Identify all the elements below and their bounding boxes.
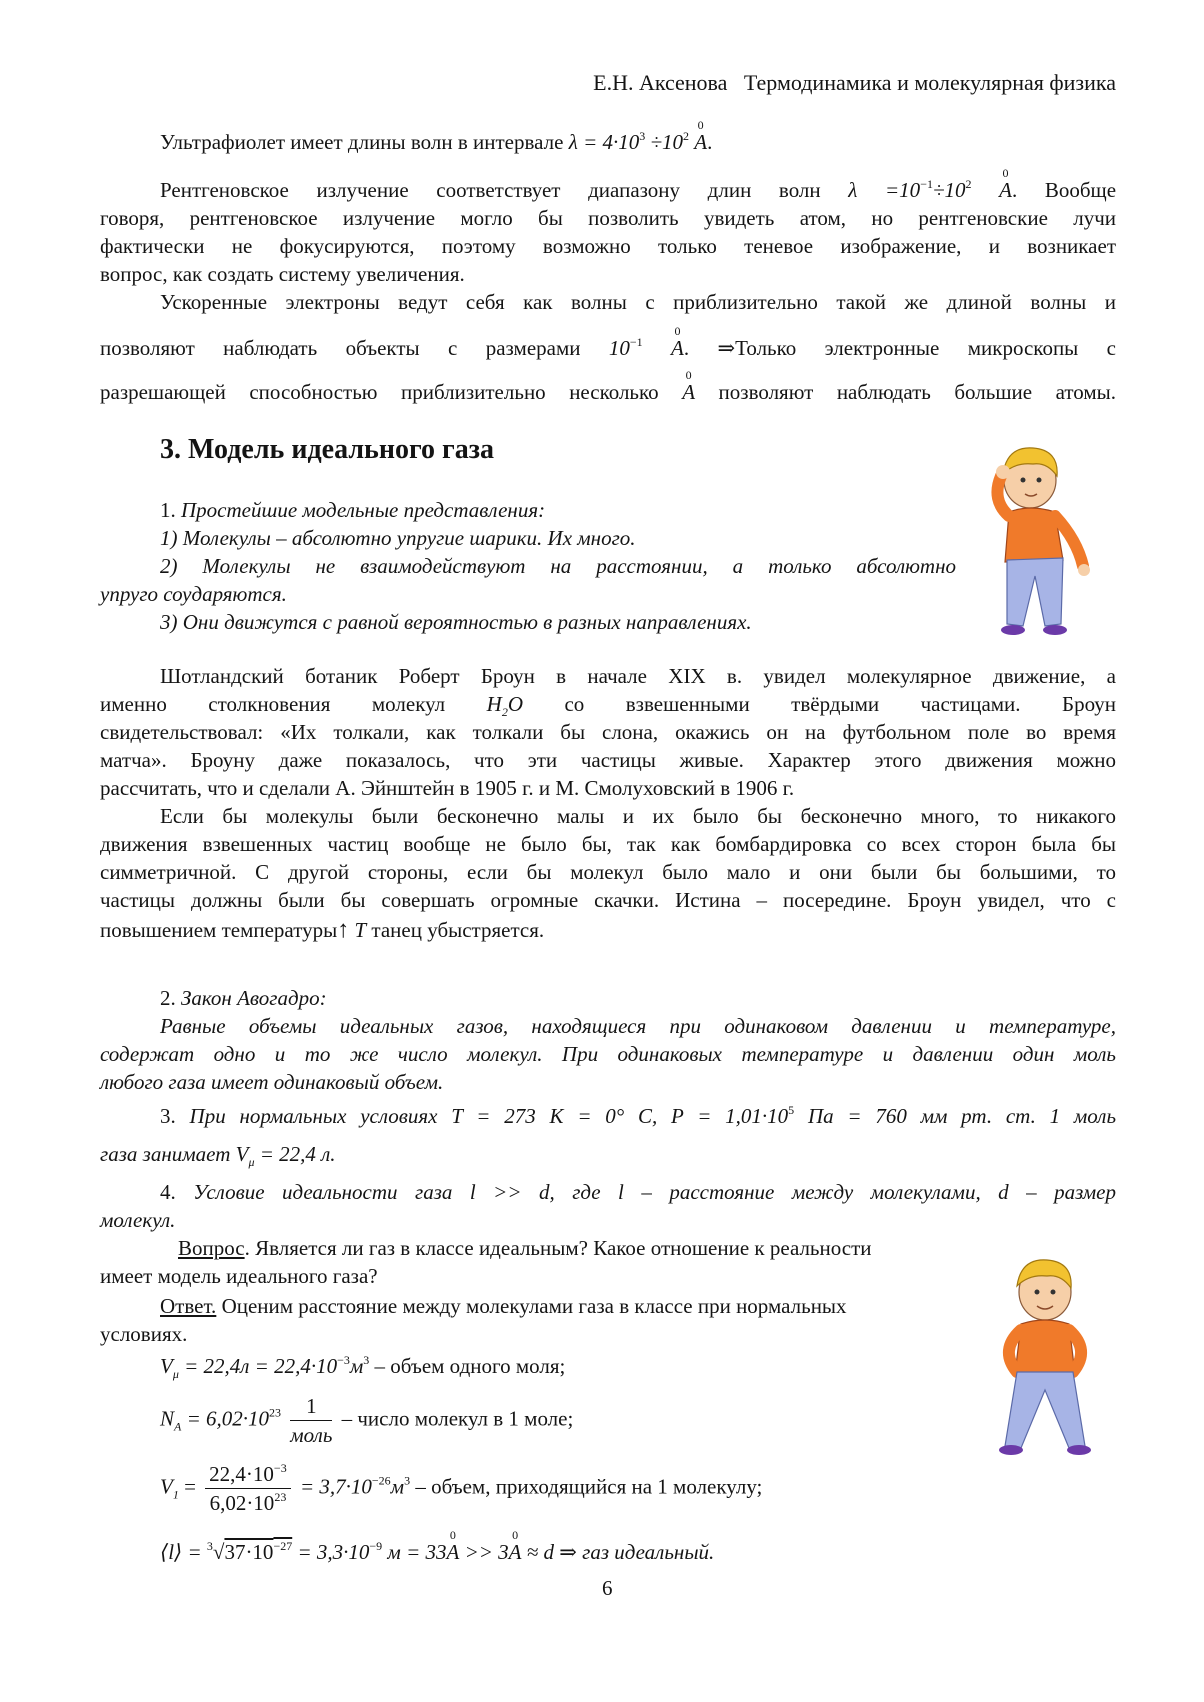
brown-line-1: Шотландский ботаник Роберт Броун в начале XIX в. увидел молекулярное движение, а [160,664,1116,688]
brown-line-2: именно столкновения молекул $H_2O$ со взвешенными твёрдыми частицами. Броун [100,692,1117,719]
avogadro-line-2: содержат одно и то же число молекул. При одинаковых температуре и давлении один моль [100,1042,1116,1066]
formula-avogadro-number: $N_A = 6,02\cdot 10^{23}$ $\frac{1}{\text{моль}}$ – число молекул в 1 моле; [160,1394,574,1447]
normal-conditions-line: 3. При нормальных условиях T = 273 K = 0° C, $P = 1,01\cdot 10^5$ Па = 760 мм рт. ст. 1 моль [160,1103,1116,1128]
xray-line-2: говоря, рентгеновское излучение могло бы позволить увидеть атом, но рентгеновские лучи [100,206,1116,230]
electron-line-1: Ускоренные электроны ведут себя как волны с приблизительно такой же длиной волны и [160,290,1116,314]
question-line-2: имеет модель идеального газа? [100,1264,378,1288]
model-item-3: 2) Молекулы не взаимодействуют на расстоянии, а только абсолютно [160,554,956,578]
ideality-condition-line: 4. Условие идеальности газа l >> d, где l – расстояние между молекулами, d – размер [160,1180,1117,1204]
header-author: Е.Н. Аксенова [593,70,728,95]
brown-line-3: свидетельствовал: «Их толкали, как толкали бы слона, окажись он на футбольном поле во время [100,720,1116,744]
avogadro-heading: 2. Закон Авогадро: [160,986,327,1010]
xray-line-1: Рентгеновское излучение соответствует диапазону длин волн $\lambda =10^{-1}\div 10^2$ 0 A. Вообще [160,176,1116,204]
brown-line-8: симметричной. С другой стороны, если бы молекул было мало и они были бы большими, то [100,860,1116,884]
question-line-1: Вопрос. Является ли газ в классе идеальным? Какое отношение к реальности [178,1236,872,1260]
formula-intermolecular-distance: ⟨l⟩ = $^3√37\cdot 10^{-27} = 3,3\cdot 10^{-9}$ м = 330 A >> 30 A ≈ d ⇒ газ идеальный. [160,1538,714,1566]
uv-paragraph: Ультрафиолет имеет длины волн в интервале $\lambda = 4\cdot 10^3 \div 10^2$ 0 A. [160,128,712,156]
formula-molecule-volume: $V_1$ = $\frac{22,4\cdot 10^{-3}}{6,02\cdot 10^{23}}$ = $3,7\cdot 10^{-26}м^3$ – объем, приходящийся на 1 молекулу; [160,1461,763,1515]
ideality-condition-end: молекул. [100,1208,176,1232]
xray-line-3: фактически не фокусируются, поэтому возможно только теневое изображение, и возникает [100,234,1116,258]
header-title: Термодинамика и молекулярная физика [743,70,1116,95]
model-item-2: 1) Молекулы – абсолютно упругие шарики. Их много. [160,526,636,550]
avogadro-line-3: любого газа имеет одинаковый объем. [100,1070,444,1094]
brown-line-7: движения взвешенных частиц вообще не было бы, так как бомбардировка со всех сторон была бы [100,832,1116,856]
electron-line-3: разрешающей способностью приблизительно несколько 0 A позволяют наблюдать большие атомы. [100,378,1116,406]
xray-line-4: вопрос, как создать систему увеличения. [100,262,465,286]
brown-line-5: рассчитать, что и сделали А. Эйнштейн в 1905 г. и М. Смолуховский в 1906 г. [100,776,795,800]
section-title: 3. Модель идеального газа [160,434,494,465]
molar-volume-line: газа занимает $V_\mu = 22,4$ л. [100,1142,336,1169]
page-number: 6 [602,1576,613,1600]
brown-line-9: частицы должны были бы совершать огромные скачки. Истина – посередине. Броун увидел, что с [100,888,1116,912]
model-item-3-cont: упруго соударяются. [100,582,287,606]
brown-line-6: Если бы молекулы были бесконечно малы и их было бы бесконечно много, то никакого [160,804,1116,828]
answer-line-2: условиях. [100,1322,188,1346]
model-item-1: 1. Простейшие модельные представления: [160,498,546,522]
brown-line-10: повышением температуры↑ T танец убыстряется. [100,917,545,943]
electron-line-2: позволяют наблюдать объекты с размерами $10^{-1}$ 0 A. ⇒Только электронные микроскопы с [100,334,1116,362]
standing-boy-illustration [985,1250,1105,1460]
brown-line-4: матча». Броуну даже показалось, что эти частицы живые. Характер этого движения можно [100,748,1116,772]
thinking-boy-illustration [985,440,1105,640]
formula-molar-volume: $V_\mu = 22,4л = 22,4\cdot 10^{-3}м^3$ – объем одного моля; [160,1353,566,1381]
running-header [593,70,1116,96]
answer-line-1: Ответ. Оценим расстояние между молекулами газа в классе при нормальных [160,1294,847,1318]
avogadro-line-1: Равные объемы идеальных газов, находящиеся при одинаковом давлении и температуре, [160,1014,1116,1038]
model-item-4: 3) Они движутся с равной вероятностью в разных направлениях. [160,610,752,634]
